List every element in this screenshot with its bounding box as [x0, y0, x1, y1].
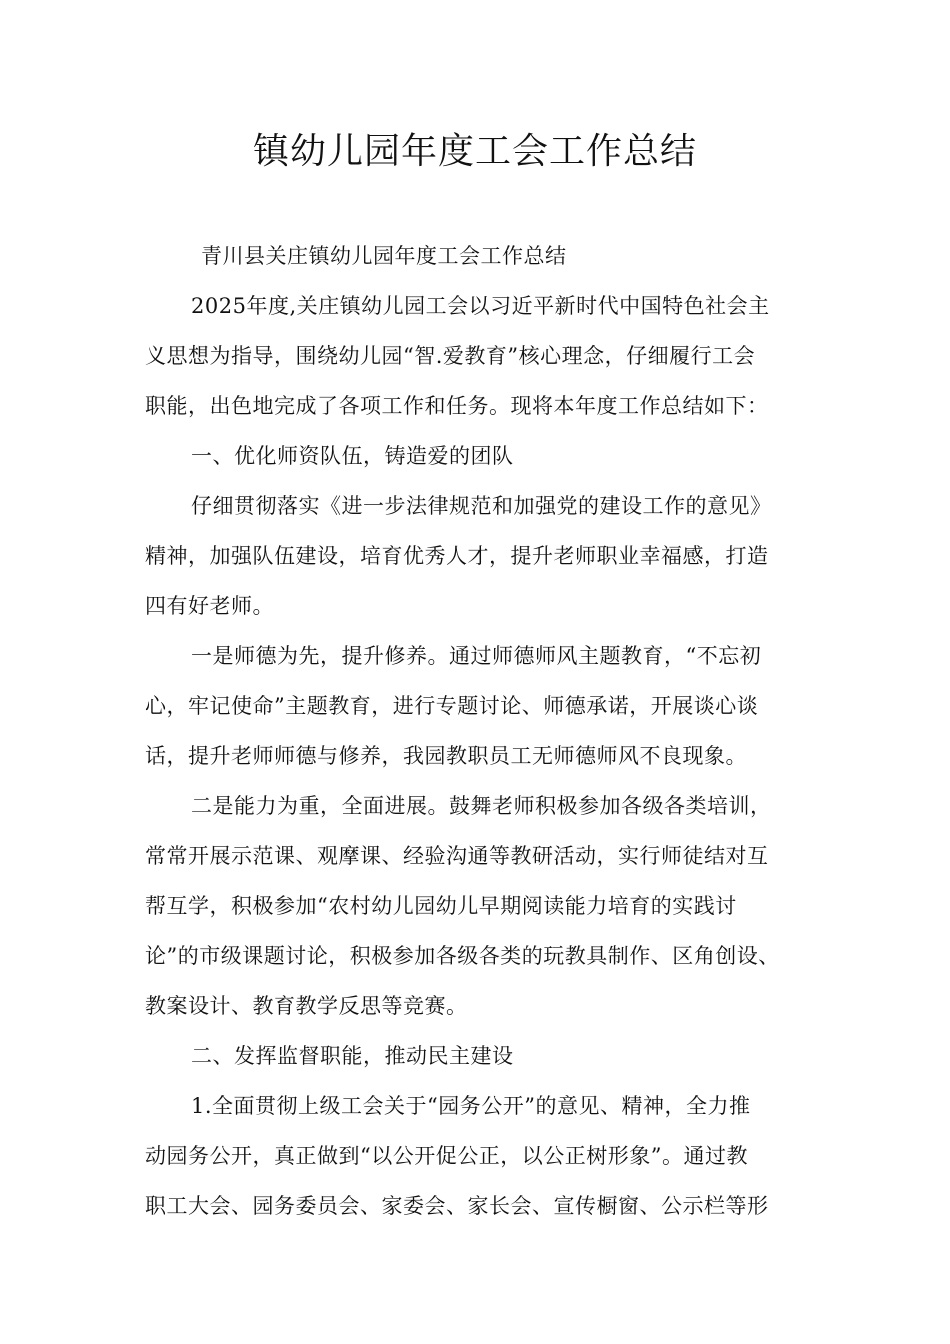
document-subtitle: 青川县关庄镇幼儿园年度工会工作总结: [201, 244, 567, 268]
paragraph-line: 2025年度,关庄镇幼儿园工会以习近平新时代中国特色社会主: [191, 294, 770, 318]
paragraph-line: 话，提升老师师德与修养，我园教职员工无师德师风不良现象。: [145, 744, 747, 768]
paragraph-line: 1.全面贯彻上级工会关于“园务公开”的意见、精神，全力推: [191, 1094, 751, 1118]
paragraph-line: 四有好老师。: [145, 594, 274, 618]
paragraph-line: 精神，加强队伍建设，培育优秀人才，提升老师职业幸福感，打造: [145, 544, 769, 568]
paragraph-line: 教案设计、教育教学反思等竞赛。: [145, 994, 468, 1018]
section-heading: 一、优化师资队伍，铸造爱的团队: [191, 444, 514, 468]
paragraph-line: 心，牢记使命”主题教育，进行专题讨论、师德承诺，开展谈心谈: [145, 694, 759, 718]
paragraph-line: 一是师德为先，提升修养。通过师德师风主题教育，“不忘初: [191, 644, 762, 668]
paragraph-line: 常常开展示范课、观摩课、经验沟通等教研活动，实行师徒结对互: [145, 844, 769, 868]
paragraph-line: 论”的市级课题讨论，积极参加各级各类的玩教具制作、区角创设、: [145, 944, 780, 968]
paragraph-line: 职能，出色地完成了各项工作和任务。现将本年度工作总结如下：: [145, 394, 769, 418]
paragraph-line: 义思想为指导，围绕幼儿园“智.爱教育”核心理念，仔细履行工会: [145, 344, 756, 368]
paragraph-line: 动园务公开，真正做到“以公开促公正，以公正树形象”。通过教: [145, 1144, 748, 1168]
section-heading: 二、发挥监督职能，推动民主建设: [191, 1044, 514, 1068]
paragraph-line: 仔细贯彻落实《进一步法律规范和加强党的建设工作的意见》: [191, 494, 772, 518]
paragraph-line: 二是能力为重，全面进展。鼓舞老师积极参加各级各类培训，: [191, 794, 772, 818]
document-title: 镇幼儿园年度工会工作总结: [252, 131, 697, 172]
paragraph-line: 帮互学，积极参加“农村幼儿园幼儿早期阅读能力培育的实践讨: [145, 894, 737, 918]
document-body: [145, 231, 810, 1231]
paragraph-line: 职工大会、园务委员会、家委会、家长会、宣传橱窗、公示栏等形: [145, 1194, 769, 1218]
